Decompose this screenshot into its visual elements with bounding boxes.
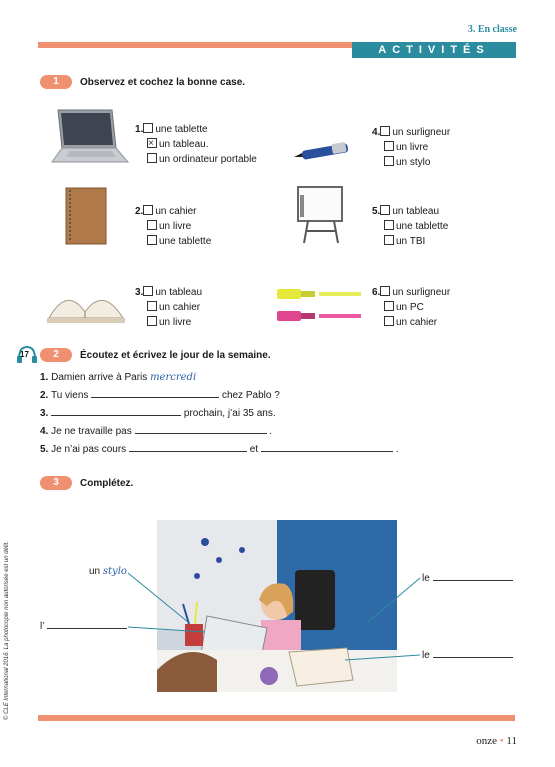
checkbox[interactable] bbox=[380, 205, 390, 215]
line-text: Damien arrive à Paris bbox=[51, 372, 148, 383]
option-label: un livre bbox=[396, 142, 429, 153]
question-4 bbox=[372, 125, 450, 170]
dictation-line-2 bbox=[40, 388, 280, 403]
track-number: 17 bbox=[20, 350, 29, 359]
checkbox[interactable] bbox=[384, 316, 394, 326]
option-label: un PC bbox=[396, 302, 424, 313]
option-label: une tablette bbox=[155, 124, 208, 135]
line-number: 1. bbox=[40, 372, 49, 383]
checkbox[interactable] bbox=[147, 316, 157, 326]
option-label: un livre bbox=[159, 317, 192, 328]
checkbox[interactable] bbox=[143, 286, 153, 296]
option-label: un cahier bbox=[396, 317, 438, 328]
whiteboard-image bbox=[296, 185, 346, 245]
checkbox[interactable] bbox=[143, 205, 153, 215]
question-6 bbox=[372, 285, 450, 330]
exercise-title: Complétez. bbox=[80, 478, 134, 489]
copyright-notice: © CLE International 2016. La photocopie non autorisée est un délit. bbox=[4, 541, 10, 720]
label-prefix: le bbox=[422, 573, 430, 584]
label-prefix: l’ bbox=[40, 621, 45, 632]
answer-blank[interactable] bbox=[135, 424, 267, 434]
option-label: un tableau. bbox=[159, 139, 209, 150]
label-l bbox=[40, 619, 127, 632]
line-text: chez Pablo ? bbox=[221, 390, 280, 401]
page-number: onze • 11 bbox=[476, 735, 517, 747]
page-word: onze bbox=[476, 735, 498, 747]
answer-blank[interactable] bbox=[47, 619, 127, 629]
question-number: 1. bbox=[135, 124, 144, 135]
exercise-number-badge: 2 bbox=[40, 348, 72, 362]
exercise-number-badge: 1 bbox=[40, 75, 72, 89]
pen-image bbox=[292, 135, 358, 163]
line-text: Tu viens bbox=[50, 390, 89, 401]
handwritten-answer: stylo bbox=[102, 566, 127, 577]
checkbox[interactable] bbox=[380, 126, 390, 136]
line-text: . bbox=[269, 426, 273, 437]
checkbox[interactable] bbox=[147, 301, 157, 311]
label-le-2 bbox=[422, 648, 513, 661]
section-banner: ACTIVITÉS bbox=[352, 42, 516, 58]
handwritten-answer: mercredi bbox=[150, 372, 197, 383]
book-image bbox=[45, 278, 127, 326]
footer-rule bbox=[38, 715, 515, 721]
answer-blank[interactable] bbox=[91, 388, 219, 398]
option-label: un livre bbox=[159, 221, 192, 232]
option-label: un cahier bbox=[155, 206, 197, 217]
question-number: 6. bbox=[372, 287, 381, 298]
option-label: un tableau bbox=[155, 287, 203, 298]
option-label: un cahier bbox=[159, 302, 201, 313]
answer-blank[interactable] bbox=[433, 571, 513, 581]
exercise-title: Observez et cochez la bonne case. bbox=[80, 77, 246, 88]
answer-blank[interactable] bbox=[51, 406, 181, 416]
answer-blank[interactable] bbox=[433, 648, 513, 658]
line-text: prochain, j’ai 35 ans. bbox=[183, 408, 276, 419]
checkbox[interactable] bbox=[147, 235, 157, 245]
line-text: . bbox=[395, 444, 399, 455]
line-number: 2. bbox=[40, 390, 49, 401]
option-label: un surligneur bbox=[392, 287, 451, 298]
checkbox[interactable] bbox=[143, 123, 153, 133]
highlighters-image bbox=[275, 285, 365, 327]
question-3 bbox=[135, 285, 202, 330]
dictation-line-5 bbox=[40, 442, 398, 457]
line-number: 4. bbox=[40, 426, 49, 437]
label-le-1 bbox=[422, 571, 513, 584]
label-stylo bbox=[89, 566, 127, 577]
page-digit: 11 bbox=[506, 735, 517, 747]
option-label: un TBI bbox=[396, 236, 426, 247]
question-number: 3. bbox=[135, 287, 144, 298]
line-text: Je ne travaille pas bbox=[51, 426, 132, 437]
option-label: un tableau bbox=[392, 206, 440, 217]
answer-blank[interactable] bbox=[261, 442, 393, 452]
line-number: 3. bbox=[40, 408, 49, 419]
checkbox[interactable] bbox=[384, 220, 394, 230]
checkbox[interactable] bbox=[384, 156, 394, 166]
label-prefix: un bbox=[89, 566, 101, 577]
checkbox[interactable] bbox=[147, 220, 157, 230]
question-5 bbox=[372, 204, 448, 249]
notebook-image bbox=[62, 186, 108, 246]
header-rule bbox=[38, 42, 353, 48]
line-text: Je n’ai pas cours bbox=[51, 444, 127, 455]
checkbox[interactable] bbox=[384, 141, 394, 151]
chapter-title: 3. En classe bbox=[467, 24, 517, 35]
line-text: et bbox=[249, 444, 259, 455]
option-label: une tablette bbox=[159, 236, 212, 247]
option-label: un stylo bbox=[396, 157, 431, 168]
option-label: un surligneur bbox=[392, 127, 451, 138]
checkbox-checked[interactable] bbox=[147, 138, 157, 148]
option-label: un ordinateur portable bbox=[159, 154, 257, 165]
checkbox[interactable] bbox=[147, 153, 157, 163]
question-1 bbox=[135, 122, 257, 167]
dictation-line-4 bbox=[40, 424, 272, 439]
line-number: 5. bbox=[40, 444, 49, 455]
dictation-line-3 bbox=[40, 406, 276, 421]
question-number: 4. bbox=[372, 127, 381, 138]
question-number: 2. bbox=[135, 206, 144, 217]
checkbox[interactable] bbox=[384, 235, 394, 245]
option-label: une tablette bbox=[396, 221, 449, 232]
exercise-title: Écoutez et écrivez le jour de la semaine. bbox=[80, 350, 271, 361]
question-2 bbox=[135, 204, 211, 249]
checkbox[interactable] bbox=[380, 286, 390, 296]
dictation-line-1 bbox=[40, 370, 196, 385]
exercise-number-badge: 3 bbox=[40, 476, 72, 490]
label-prefix: le bbox=[422, 650, 430, 661]
question-number: 5. bbox=[372, 206, 381, 217]
checkbox[interactable] bbox=[384, 301, 394, 311]
classroom-photo bbox=[157, 520, 397, 692]
laptop-image bbox=[50, 108, 130, 166]
answer-blank[interactable] bbox=[129, 442, 247, 452]
